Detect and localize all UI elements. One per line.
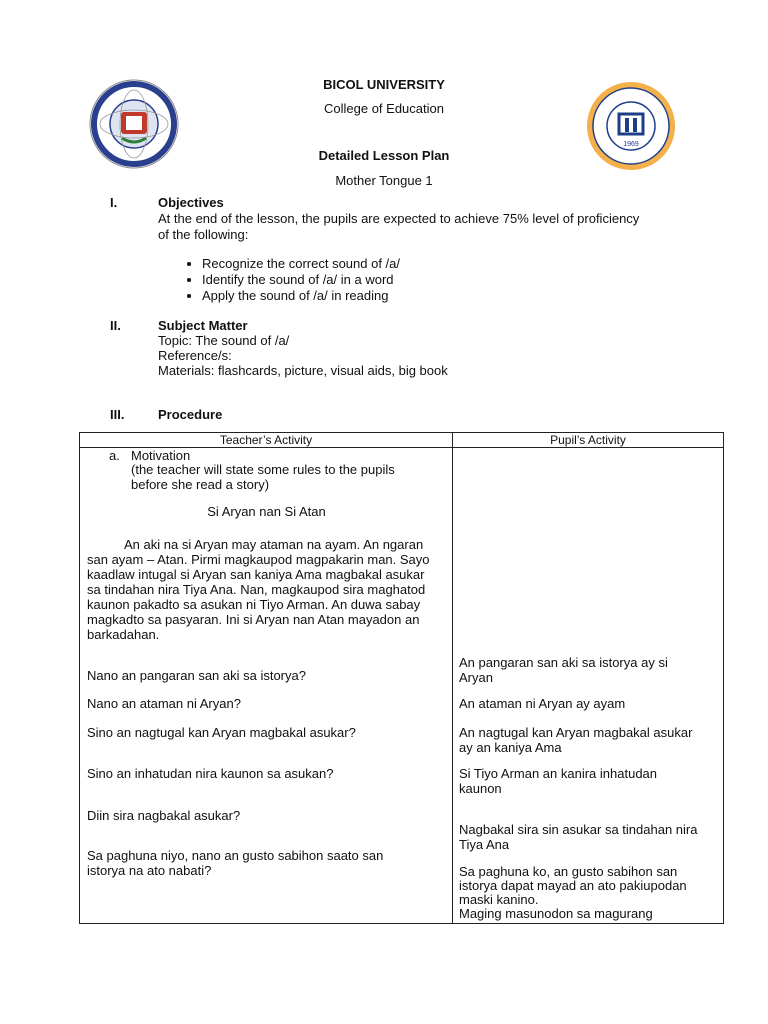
answer-item: An ataman ni Aryan ay ayam — [459, 696, 626, 711]
column-header-teacher: Teacher’s Activity — [80, 433, 453, 448]
answer-item: An nagtugal kan Aryan magbakal asukar — [459, 725, 693, 740]
materials-line: Materials: flashcards, picture, visual aids, big book — [158, 363, 448, 378]
subject-matter-block — [158, 318, 448, 378]
objectives-heading: Objectives — [158, 195, 224, 210]
story-line: magkadto sa pasyaran. Ini si Aryan nan Atan mayadon an — [87, 612, 420, 627]
objectives-list — [158, 256, 400, 304]
objectives-intro — [158, 211, 698, 243]
motivation-note-line-2: before she read a story) — [131, 477, 270, 492]
answer-item: Tiya Ana — [459, 837, 510, 852]
story-line: san ayam – Atan. Pirmi magkaupod magpakarin man. Sayo — [87, 552, 430, 567]
story-line: kaadlaw intugal si Aryan san kaniya Ama magbakal asukar — [87, 567, 425, 582]
question-item: Sa paghuna niyo, nano an gusto sabihon saato san — [87, 848, 384, 863]
question-item: istorya na ato nabati? — [87, 863, 212, 878]
answer-item: Si Tiyo Arman an kanira inhatudan — [459, 766, 658, 781]
section-number-subject-matter: II. — [110, 318, 121, 333]
column-header-pupil: Pupil’s Activity — [453, 433, 724, 448]
pupil-activity-cell — [453, 448, 723, 923]
question-item: Sino an inhatudan nira kaunon sa asukan? — [87, 766, 334, 781]
objective-item: • Apply the sound of /a/ in reading — [202, 288, 400, 304]
topic-line: Topic: The sound of /a/ — [158, 333, 290, 348]
document-title: Detailed Lesson Plan — [318, 148, 450, 163]
question-item: Diin sira nagbakal asukar? — [87, 808, 241, 823]
motivation-heading: Motivation — [131, 448, 191, 463]
answer-item: kaunon — [459, 781, 502, 796]
story-line: kaunon pakadto sa asukan ni Tiyo Arman. An duwa sabay — [87, 597, 421, 612]
answer-item: maski kanino. — [459, 892, 539, 907]
answer-item: Maging masunodon sa magurang — [459, 906, 653, 921]
answer-item: Nagbakal sira sin asukar sa tindahan nira — [459, 822, 698, 837]
objective-item: • Identify the sound of /a/ in a word — [202, 272, 400, 288]
svg-text:1969: 1969 — [623, 141, 639, 148]
section-number-objectives: I. — [110, 195, 118, 210]
objective-item: • Recognize the correct sound of /a/ — [202, 256, 400, 272]
answer-item: An pangaran san aki sa istorya ay si — [459, 655, 668, 670]
answer-item: Aryan — [459, 670, 493, 685]
motivation-note-line-1: (the teacher will state some rules to the pupils — [131, 462, 395, 477]
question-item: Nano an pangaran san aki sa istorya? — [87, 668, 306, 683]
story-line: An aki na si Aryan may ataman na ayam. An ngaran — [124, 537, 424, 552]
section-number-procedure: III. — [110, 407, 125, 422]
answer-item: ay an kaniya Ama — [459, 740, 562, 755]
subject-matter-heading: Subject Matter — [158, 318, 248, 333]
reference-line: Reference/s: — [158, 348, 232, 363]
objectives-intro-line-1: At the end of the lesson, the pupils are expected to achieve 75% level of proficiency — [158, 211, 640, 226]
question-item: Nano an ataman ni Aryan? — [87, 696, 241, 711]
university-name: BICOL UNIVERSITY — [323, 77, 445, 92]
answer-item: Sa paghuna ko, an gusto sabihon san — [459, 864, 678, 879]
motivation-label: a. — [109, 448, 120, 463]
subject-title: Mother Tongue 1 — [335, 173, 433, 188]
question-item: Sino an nagtugal kan Aryan magbakal asukar? — [87, 725, 356, 740]
objectives-intro-line-2: of the following: — [158, 227, 249, 242]
story-line: sa tindahan nira Tiya Ana. Nan, magkaupod sira maghatod — [87, 582, 426, 597]
story-line: barkadahan. — [87, 627, 160, 642]
story-title: Si Aryan nan Si Atan — [207, 504, 326, 519]
answer-item: istorya dapat mayad an ato pakiupodan — [459, 878, 687, 893]
procedure-table — [79, 432, 724, 924]
college-name: College of Education — [324, 101, 444, 116]
procedure-heading: Procedure — [158, 407, 223, 422]
teacher-activity-cell — [80, 448, 452, 923]
